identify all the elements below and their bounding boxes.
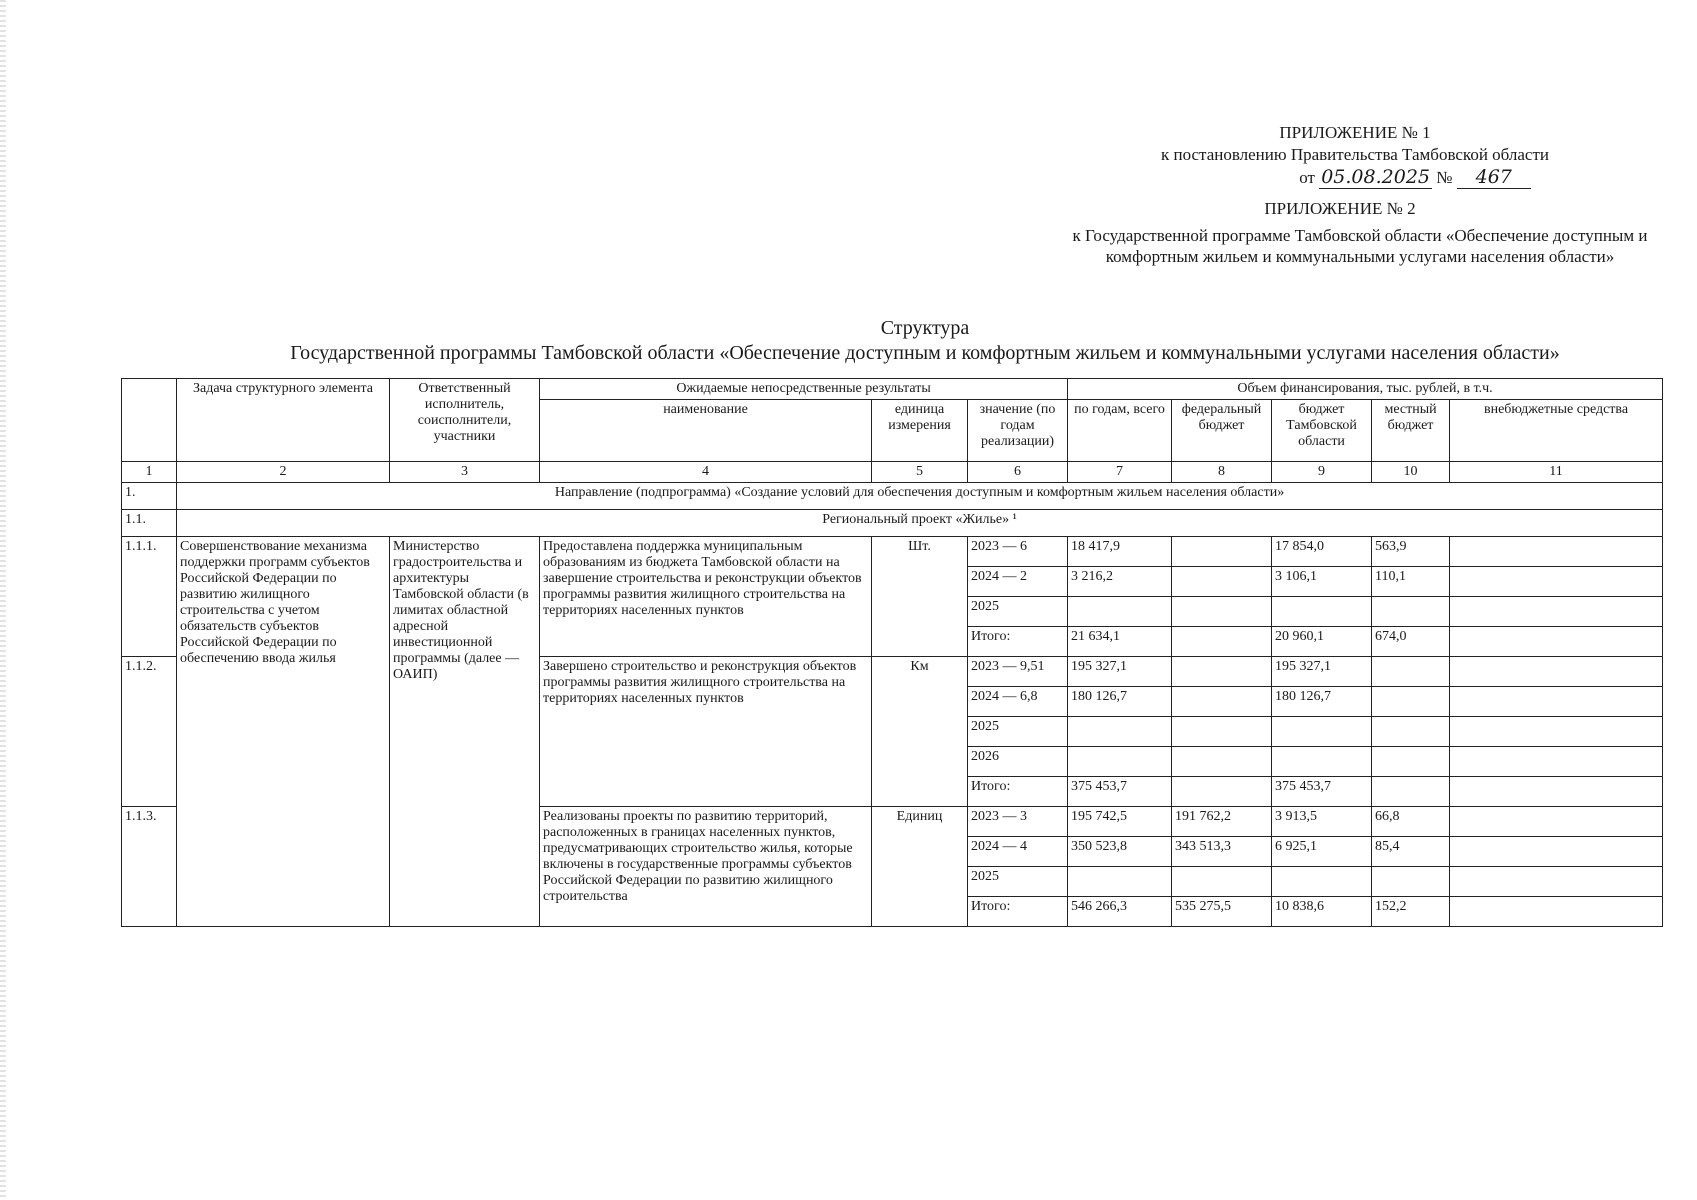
funding-regional: 180 126,7 [1272, 687, 1372, 717]
value-by-year: 2025 [968, 597, 1068, 627]
funding-federal [1172, 867, 1272, 897]
funding-federal [1172, 567, 1272, 597]
funding-regional: 10 838,6 [1272, 897, 1372, 927]
date-prefix: от [1299, 168, 1315, 187]
data-row [122, 537, 1663, 567]
result-name: Завершено строительство и реконструкция объектов программы развития жилищного строительства на территориях населенных пунктов [540, 657, 872, 807]
funding-local [1372, 657, 1450, 687]
funding-regional [1272, 717, 1372, 747]
task-text: Совершенствование механизма поддержки программ субъектов Российской Федерации по развитию жилищного строительства с учетом обязательств субъектов Российской Федерации по обеспечению ввода жилья [177, 537, 390, 927]
document-title [110, 316, 1697, 366]
funding-federal: 535 275,5 [1172, 897, 1272, 927]
project-row [122, 510, 1663, 537]
handwritten-number: 467 [1457, 166, 1531, 189]
funding-offbudget [1450, 777, 1663, 807]
header-funding-group: Объем финансирования, тыс. рублей, в т.ч. [1068, 379, 1663, 400]
col-number: 1 [122, 462, 177, 483]
annex-1-block [1085, 122, 1625, 189]
funding-total: 195 742,5 [1068, 807, 1172, 837]
col-number: 9 [1272, 462, 1372, 483]
funding-offbudget [1450, 657, 1663, 687]
value-by-year: 2024 — 2 [968, 567, 1068, 597]
funding-total: 21 634,1 [1068, 627, 1172, 657]
funding-federal [1172, 657, 1272, 687]
item-number: 1.1.1. [122, 537, 177, 657]
value-by-year: 2023 — 3 [968, 807, 1068, 837]
funding-total [1068, 747, 1172, 777]
funding-regional [1272, 867, 1372, 897]
annex-2-title: ПРИЛОЖЕНИЕ № 2 [1264, 199, 1416, 218]
funding-regional: 375 453,7 [1272, 777, 1372, 807]
header-empty-cell [122, 379, 177, 462]
col-number: 2 [177, 462, 390, 483]
annex-2-text: к Государственной программе Тамбовской области «Обеспечение доступным и комфортным жильем и коммунальными услугами населения области» [1072, 226, 1648, 266]
funding-offbudget [1450, 537, 1663, 567]
col-number: 3 [390, 462, 540, 483]
header-name: наименование [540, 400, 872, 462]
col-number: 5 [872, 462, 968, 483]
value-by-year: 2023 — 6 [968, 537, 1068, 567]
funding-local: 85,4 [1372, 837, 1450, 867]
funding-federal [1172, 627, 1272, 657]
value-by-year: 2025 [968, 717, 1068, 747]
funding-local [1372, 777, 1450, 807]
funding-regional: 195 327,1 [1272, 657, 1372, 687]
header-regional: бюджет Тамбовской области [1272, 400, 1372, 462]
funding-regional: 3 106,1 [1272, 567, 1372, 597]
funding-federal [1172, 597, 1272, 627]
header-task: Задача структурного элемента [177, 379, 390, 462]
funding-federal [1172, 537, 1272, 567]
project-text: Региональный проект «Жилье» ¹ [177, 510, 1663, 537]
funding-total [1068, 597, 1172, 627]
funding-regional [1272, 597, 1372, 627]
funding-local: 674,0 [1372, 627, 1450, 657]
annex-1-title: ПРИЛОЖЕНИЕ № 1 [1279, 123, 1431, 142]
funding-federal [1172, 717, 1272, 747]
funding-total: 195 327,1 [1068, 657, 1172, 687]
col-number: 10 [1372, 462, 1450, 483]
funding-local: 563,9 [1372, 537, 1450, 567]
value-by-year: 2025 [968, 867, 1068, 897]
header-unit: единица измерения [872, 400, 968, 462]
result-unit: Км [872, 657, 968, 807]
funding-offbudget [1450, 687, 1663, 717]
value-by-year: Итого: [968, 777, 1068, 807]
direction-row [122, 483, 1663, 510]
scan-edge-artifact [0, 0, 6, 1200]
col-number: 7 [1068, 462, 1172, 483]
funding-total: 18 417,9 [1068, 537, 1172, 567]
funding-local [1372, 867, 1450, 897]
funding-offbudget [1450, 867, 1663, 897]
annex-1-date-line [1085, 166, 1625, 189]
column-numbers-row [122, 462, 1663, 483]
funding-regional: 20 960,1 [1272, 627, 1372, 657]
funding-offbudget [1450, 597, 1663, 627]
value-by-year: 2024 — 6,8 [968, 687, 1068, 717]
structure-table [121, 378, 1663, 927]
funding-regional: 6 925,1 [1272, 837, 1372, 867]
funding-regional [1272, 747, 1372, 777]
funding-federal: 343 513,3 [1172, 837, 1272, 867]
funding-regional: 17 854,0 [1272, 537, 1372, 567]
funding-total: 350 523,8 [1068, 837, 1172, 867]
result-name: Предоставлена поддержка муниципальным образованиям из бюджета Тамбовской области на завершение строительства и реконструкции объектов программы развития жилищного строительства на территориях населенных пунктов [540, 537, 872, 657]
funding-local: 152,2 [1372, 897, 1450, 927]
handwritten-date: 05.08.2025 [1321, 166, 1431, 188]
funding-local: 110,1 [1372, 567, 1450, 597]
title-line-2: Государственной программы Тамбовской области «Обеспечение доступным и комфортным жильем и коммунальными услугами населения области» [290, 342, 1560, 364]
result-name: Реализованы проекты по развитию территорий, расположенных в границах населенных пунктов, предусматривающих строительство жилья, которые включены в государственные программы субъектов Российской Федерации по развитию жилищного строительства [540, 807, 872, 927]
project-number: 1.1. [122, 510, 177, 537]
number-prefix: № [1436, 168, 1453, 187]
item-number: 1.1.3. [122, 807, 177, 927]
funding-total: 546 266,3 [1068, 897, 1172, 927]
item-number: 1.1.2. [122, 657, 177, 807]
col-number: 6 [968, 462, 1068, 483]
funding-local [1372, 597, 1450, 627]
header-local: местный бюджет [1372, 400, 1450, 462]
direction-number: 1. [122, 483, 177, 510]
funding-regional: 3 913,5 [1272, 807, 1372, 837]
funding-total: 375 453,7 [1068, 777, 1172, 807]
funding-offbudget [1450, 897, 1663, 927]
value-by-year: 2023 — 9,51 [968, 657, 1068, 687]
header-row-1 [122, 379, 1663, 400]
title-line-1: Структура [880, 317, 970, 339]
funding-offbudget [1450, 717, 1663, 747]
funding-federal [1172, 687, 1272, 717]
header-responsible: Ответственный исполнитель, соисполнители, участники [390, 379, 540, 462]
funding-offbudget [1450, 837, 1663, 867]
value-by-year: 2026 [968, 747, 1068, 777]
funding-local [1372, 717, 1450, 747]
value-by-year: Итого: [968, 897, 1068, 927]
funding-total [1068, 717, 1172, 747]
funding-local [1372, 687, 1450, 717]
header-federal: федеральный бюджет [1172, 400, 1272, 462]
funding-local: 66,8 [1372, 807, 1450, 837]
funding-offbudget [1450, 567, 1663, 597]
value-by-year: Итого: [968, 627, 1068, 657]
header-results-group: Ожидаемые непосредственные результаты [540, 379, 1068, 400]
col-number: 8 [1172, 462, 1272, 483]
funding-offbudget [1450, 747, 1663, 777]
header-value: значение (по годам реализации) [968, 400, 1068, 462]
direction-text: Направление (подпрограмма) «Создание условий для обеспечения доступным и комфортным жильем населения области» [177, 483, 1663, 510]
result-unit: Шт. [872, 537, 968, 657]
funding-local [1372, 747, 1450, 777]
header-offbudget: внебюджетные средства [1450, 400, 1663, 462]
funding-offbudget [1450, 627, 1663, 657]
col-number: 4 [540, 462, 872, 483]
funding-federal [1172, 777, 1272, 807]
funding-federal [1172, 747, 1272, 777]
funding-total [1068, 867, 1172, 897]
col-number: 11 [1450, 462, 1663, 483]
funding-federal: 191 762,2 [1172, 807, 1272, 837]
funding-total: 3 216,2 [1068, 567, 1172, 597]
annex-1-line: к постановлению Правительства Тамбовской области [1160, 145, 1550, 164]
value-by-year: 2024 — 4 [968, 837, 1068, 867]
result-unit: Единиц [872, 807, 968, 927]
responsible-text: Министерство градостроительства и архитектуры Тамбовской области (в лимитах областной адресной инвестиционной программы (далее — ОАИП) [390, 537, 540, 927]
funding-offbudget [1450, 807, 1663, 837]
funding-total: 180 126,7 [1068, 687, 1172, 717]
annex-2-block [1055, 198, 1665, 267]
header-by-years: по годам, всего [1068, 400, 1172, 462]
